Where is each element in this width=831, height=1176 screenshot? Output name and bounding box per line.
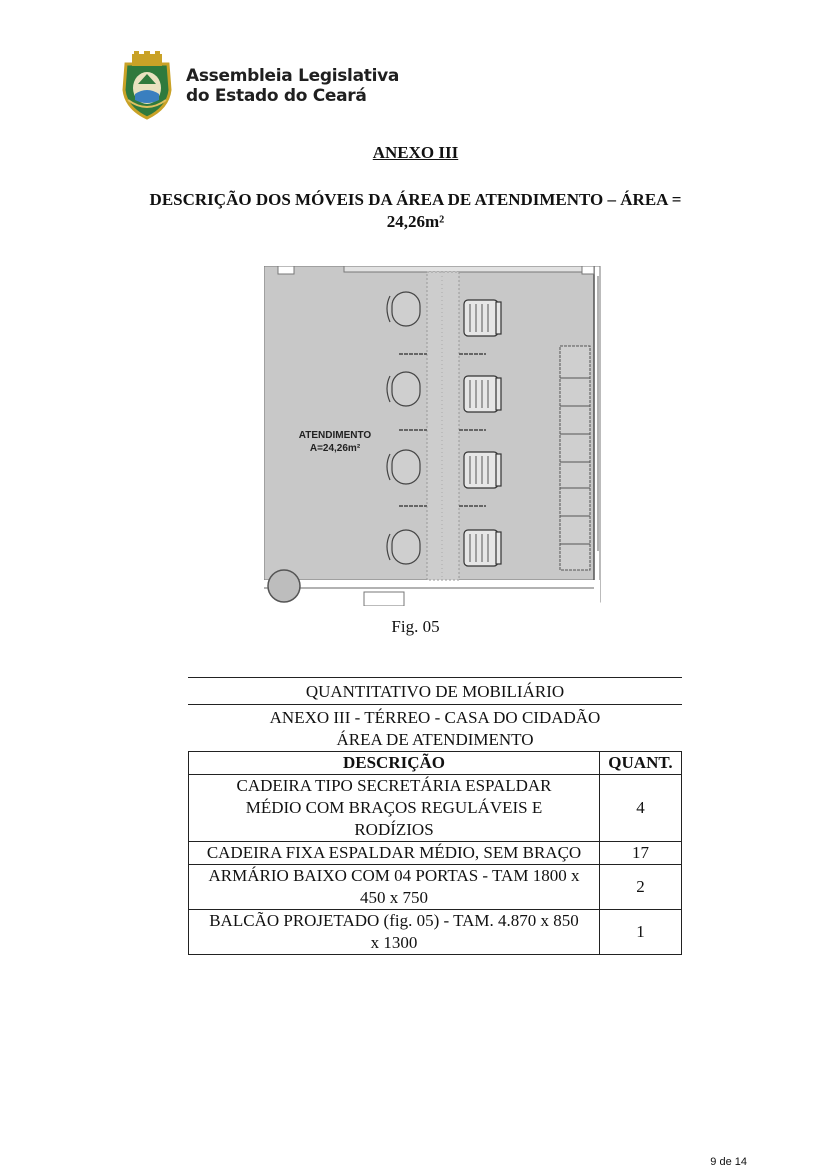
table-subtitle1: ANEXO III - TÉRREO - CASA DO CIDADÃO	[269, 708, 601, 727]
table-row	[189, 775, 682, 842]
row-description	[189, 910, 600, 955]
row-description	[189, 842, 600, 865]
description-line: RODÍZIOS	[354, 820, 434, 839]
table-header-row	[189, 752, 682, 775]
floor-plan-label	[278, 429, 392, 455]
table-row	[189, 865, 682, 910]
description-line: ARMÁRIO BAIXO COM 04 PORTAS - TAM 1800 x	[208, 866, 580, 885]
row-quantity: 1	[600, 910, 682, 955]
description-line: BALCÃO PROJETADO (fig. 05) - TAM. 4.870 x 850	[209, 911, 579, 930]
row-quantity: 2	[600, 865, 682, 910]
row-quantity: 17	[600, 842, 682, 865]
figure-caption: Fig. 05	[391, 617, 440, 636]
row-quantity: 4	[600, 775, 682, 842]
description-line: CADEIRA TIPO SECRETÁRIA ESPALDAR	[236, 776, 552, 795]
org-line2: do Estado do Ceará	[186, 86, 367, 106]
row-description	[189, 865, 600, 910]
description-line: MÉDIO COM BRAÇOS REGULÁVEIS E	[245, 798, 543, 817]
description-title	[130, 189, 701, 233]
furniture-grid	[188, 751, 682, 955]
description-line: x 1300	[370, 933, 418, 952]
table-row	[189, 842, 682, 865]
org-line1: Assembleia Legislativa	[186, 66, 400, 86]
furniture-table	[188, 677, 682, 955]
description-title-line1: DESCRIÇÃO DOS MÓVEIS DA ÁREA DE ATENDIMENTO – ÁREA =	[149, 190, 682, 209]
header-description: DESCRIÇÃO	[189, 752, 600, 775]
organization-name	[186, 66, 399, 106]
table-title: QUANTITATIVO DE MOBILIÁRIO	[305, 682, 565, 701]
floor-plan-label-line1: ATENDIMENTO	[298, 430, 372, 441]
description-line: CADEIRA FIXA ESPALDAR MÉDIO, SEM BRAÇO	[206, 843, 582, 862]
page-number: 9 de 14	[710, 1156, 747, 1168]
header-quantity: QUANT.	[600, 752, 682, 775]
table-row	[189, 910, 682, 955]
table-subtitle2: ÁREA DE ATENDIMENTO	[336, 730, 534, 749]
coat-of-arms-icon	[118, 50, 176, 120]
description-line: 450 x 750	[360, 888, 428, 907]
annex-title: ANEXO III	[372, 143, 459, 162]
description-title-line2: 24,26m²	[386, 212, 445, 231]
floor-plan-label-line2: A=24,26m²	[309, 443, 361, 454]
row-description	[189, 775, 600, 842]
